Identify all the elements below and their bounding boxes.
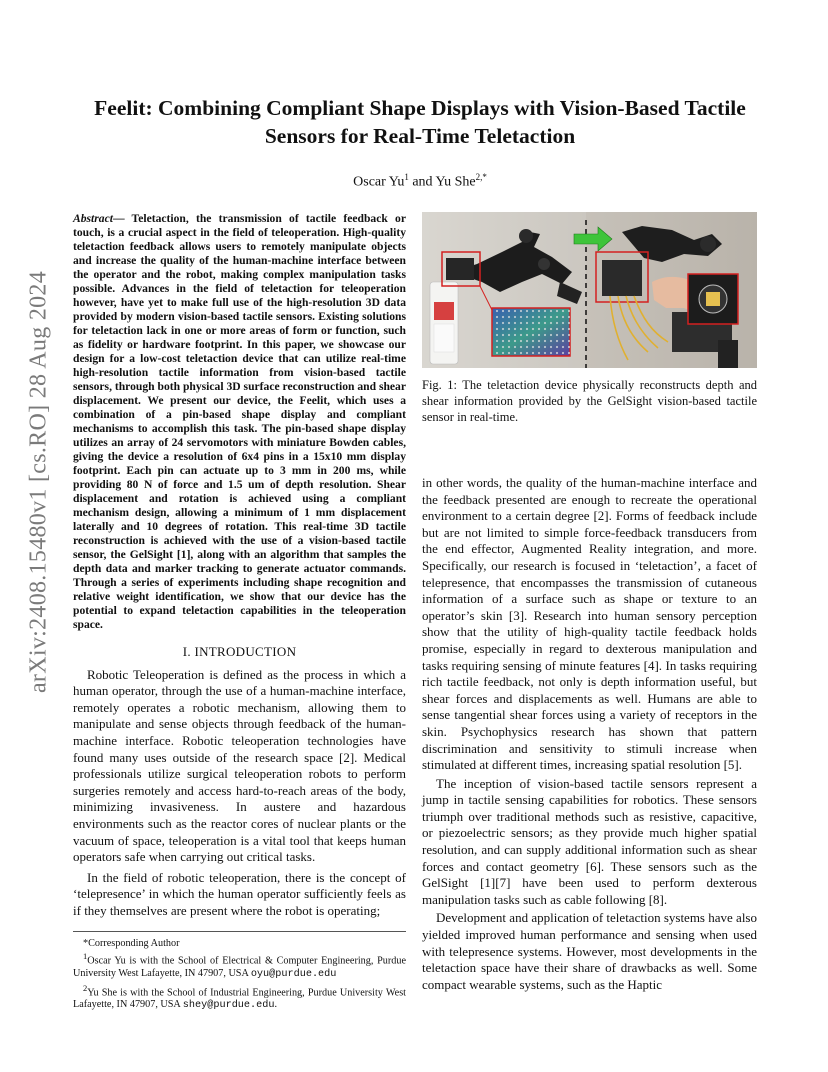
intro-paragraph-3: The inception of vision-based tactile sensors represent a jump in tactile sensing capabilities for robotics. These sensors triumph over traditional methods such as resistive, capacitive, or piezoelectric sensors; as they provide much higher spatial resolution, and can supply additional information such as shear forces and contact geometry [6]. These sensors such as the GelSight [1][7] have been used to perform dexterous manipulation tasks such as cable following [8]. bbox=[422, 775, 757, 907]
right-column bbox=[422, 212, 757, 995]
footnotes bbox=[73, 931, 406, 1013]
abstract-text: — Teletaction, the transmission of tactile feedback or touch, is a crucial aspect in the field of teleoperation. High-quality teletaction feedback allows users to remotely manipulate objects and increase the quality of the human-machine interface between the operator and the robot, making complex manipulation tasks possible. Advances in the field of teletaction for teleoperation however, have yet to make full use of the high-resolution 3D data provided by modern vision-based tactile sensors. Existing solutions for teletaction lack in one or more areas of form or function, such as fidelity or hardware footprint. In this paper, we showcase our design for a low-cost teletaction device that can utilize real-time high-resolution tactile information from vision-based tactile sensors, through both physical 3D surface reconstruction and shear displacement. We present our device, the Feelit, which uses a combination of a pin-based shape display and compliant mechanisms to accomplish this task. The pin-based shape display utilizes an array of 24 servomotors with miniature Bowden cables, giving the device a resolution of 6x4 pins in a 15x10 mm display footprint. Each pin can actuate up to 3 mm in 200 ms, while providing 80 N of force and 1.5 um of depth resolution. Shear displacement and rotation is achieved using a compliant mechanism design, allowing a minimum of 1 mm displacement laterally and 10 degrees of rotation. This real-time 3D tactile reconstruction is achieved with the use of a vision-based tactile sensor, the GelSight [1], along with an algorithm that samples the depth data and marker tracking to generate actuator commands. Through a series of experiments including shape recognition and relative weight identification, we show that our device has the potential to expand teletaction capabilities in the teleoperation space. bbox=[73, 212, 406, 631]
footnote-2-end: . bbox=[274, 999, 278, 1011]
intro-paragraph-1: Robotic Teleoperation is defined as the process in which a human operator, through the use of a human-machine interface, remotely operates a robotic mechanism, allowing them to manipulate and sense objects through feedback of the human-machine interface. Robotic teleoperation technologies have found many uses outside of the research space [2]. Medical professionals utilize surgical teleoperation robots to perform surgeries remotely and access hard-to-reach areas of the body, minimizing invasiveness. In austere and hazardous environments such as the reactor cores of nuclear plants or the vacuum of space, teleoperation is a vital tool that keeps human operators safe when carrying out critical tasks. bbox=[73, 666, 406, 865]
figure-1-caption: Fig. 1: The teletaction device physically reconstructs depth and shear information provided by the GelSight vision-based tactile sensor in real-time. bbox=[422, 378, 757, 424]
footnote-2-email: shey@purdue.edu bbox=[182, 1000, 275, 1012]
author-1: Oscar Yu bbox=[353, 174, 405, 190]
footnote-2 bbox=[73, 982, 406, 1013]
device-photo-illustration bbox=[422, 212, 757, 368]
author-2: Yu She bbox=[435, 174, 476, 190]
footnote-1-email: oyu@purdue.edu bbox=[250, 969, 337, 981]
footnote-corresponding: *Corresponding Author bbox=[83, 938, 180, 949]
footnote-2-marker: 2 bbox=[83, 982, 88, 993]
author-line bbox=[70, 172, 770, 191]
intro-paragraph-continued: in other words, the quality of the human-machine interface and the feedback presented are enough to recreate the operational environment to a certain degree [2]. Forms of feedback include but are not limited to simple force-feedback transducers from the end effector, Augmented Reality integration, and more. Specifically, our research is focused in ‘teletaction’, a facet of telepresence, that encompasses the transmission of cutaneous information of a surface such as shape or texture to an operator’s skin [3]. Research into human sensory perception show that the utility of high-quality tactile feedback holds promise, especially in regard to dexterous manipulation and tasks requiring sensing of minute features [4]. In tasks requiring rich tactile feedback, not only is depth information useful, but shear forces and displacements as well. Humans are able to sense tangential shear forces using a variety of receptors in the skin. Psychophysics research has shown that pattern discrimination and sensitivity to stimuli increase when stimulated at different times, increasing spatial resolution [5]. bbox=[422, 475, 757, 773]
author-1-affiliation: 1 bbox=[404, 172, 409, 182]
left-column bbox=[73, 212, 406, 924]
arxiv-identifier: arXiv:2408.15480v1 [cs.RO] 28 Aug 2024 bbox=[25, 270, 52, 694]
footnote-2-text: Yu She is with the School of Industrial Engineering, Purdue University West Lafayette, IN 47907, USA bbox=[73, 987, 406, 1011]
author-2-affiliation: 2,* bbox=[475, 172, 487, 182]
abstract-label: Abstract bbox=[73, 212, 113, 225]
intro-paragraph-4: Development and application of teletaction systems have also yielded improved human performance and sensing when used with telepresence systems. However, most developments in the teletaction space have their share of drawbacks as well. Some compact wearable systems, such as the Haptic bbox=[422, 910, 757, 992]
footnote-1 bbox=[73, 950, 406, 981]
intro-paragraph-2: In the field of robotic teleoperation, there is the concept of ‘telepresence’ in which the human operator sufficiently feels as if they themselves are present where the robot is operating; bbox=[73, 869, 406, 918]
footnote-1-text: Oscar Yu is with the School of Electrical & Computer Engineering, Purdue University West Lafayette, IN 47907, USA bbox=[73, 955, 406, 980]
section-heading-introduction: I. INTRODUCTION bbox=[182, 644, 297, 659]
footnote-1-marker: 1 bbox=[83, 951, 88, 962]
figure-1-photo bbox=[422, 212, 757, 368]
arxiv-sidebar bbox=[22, 270, 56, 694]
abstract bbox=[73, 212, 406, 632]
author-conjunction: and bbox=[408, 174, 436, 190]
paper-title: Feelit: Combining Compliant Shape Displays with Vision-Based Tactile Sensors for Real-Time Teletaction bbox=[94, 96, 746, 148]
